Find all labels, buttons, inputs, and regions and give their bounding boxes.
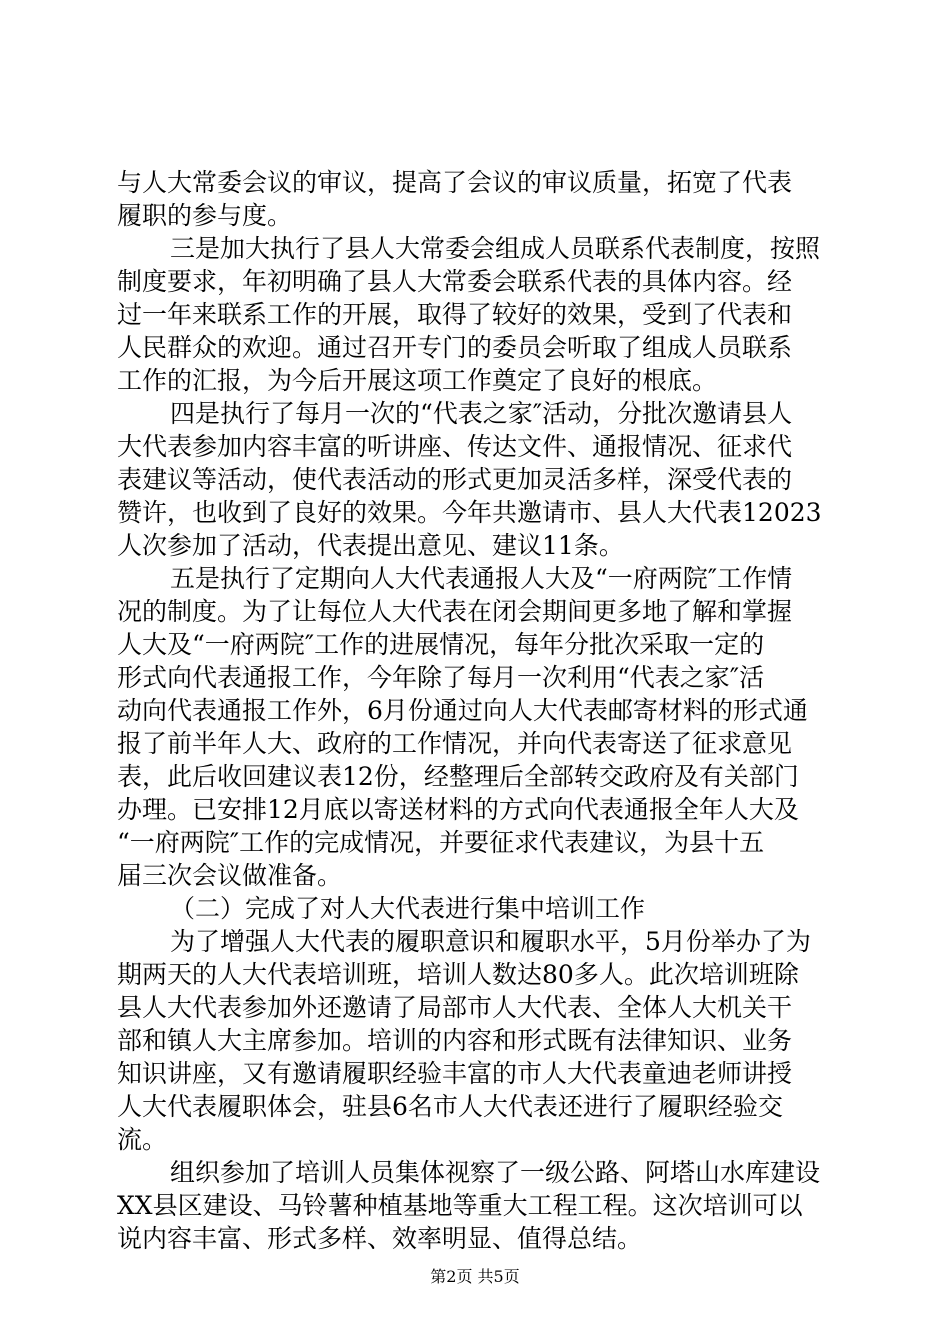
text-line: 知识讲座，又有邀请履职经验丰富的市人大代表童迪老师讲授	[117, 1059, 793, 1088]
text-line: 为了增强人大代表的履职意识和履职水平，5月份举办了为	[170, 927, 811, 956]
text-line: 组织参加了培训人员集体视察了一级公路、阿塔山水库建设	[170, 1158, 821, 1187]
text-line: 赞许，也收到了良好的效果。今年共邀请市、县人大代表12023	[117, 498, 822, 527]
text-line: 形式向代表通报工作，今年除了每月一次利用“代表之家″活	[117, 663, 765, 692]
text-line: 人大及“一府两院″工作的进展情况，每年分批次采取一定的	[117, 630, 765, 659]
text-line: 三是加大执行了县人大常委会组成人员联系代表制度，按照	[170, 234, 821, 263]
document-body	[117, 166, 837, 1255]
text-line: 说内容丰富、形式多样、效率明显、值得总结。	[117, 1224, 643, 1253]
page-footer	[0, 1267, 950, 1287]
text-line: 动向代表通报工作外，6月份通过向人大代表邮寄材料的形式通	[117, 696, 808, 725]
text-line: 县人大代表参加外还邀请了局部市人大代表、全体人大机关干	[117, 993, 793, 1022]
text-line: 表建议等活动，使代表活动的形式更加灵活多样，深受代表的	[117, 465, 793, 494]
text-line: XX县区建设、马铃薯种植基地等重大工程工程。这次培训可以	[117, 1191, 803, 1220]
text-line: 过一年来联系工作的开展，取得了较好的效果，受到了代表和	[117, 300, 793, 329]
text-line: 部和镇人大主席参加。培训的内容和形式既有法律知识、业务	[117, 1026, 793, 1055]
text-line: 届三次会议做准备。	[117, 861, 343, 890]
text-line: 办理。已安排12月底以寄送材料的方式向代表通报全年人大及	[117, 795, 799, 824]
page-number-label: 第2页 共5页	[430, 1267, 520, 1286]
text-line: 制度要求，年初明确了县人大常委会联系代表的具体内容。经	[117, 267, 793, 296]
text-line: （二）完成了对人大代表进行集中培训工作	[170, 894, 646, 923]
text-line: 期两天的人大代表培训班，培训人数达80多人。此次培训班除	[117, 960, 799, 989]
text-line: 人民群众的欢迎。通过召开专门的委员会听取了组成人员联系	[117, 333, 793, 362]
text-line: 表，此后收回建议表12份，经整理后全部转交政府及有关部门	[117, 762, 799, 791]
text-line: 工作的汇报，为今后开展这项工作奠定了良好的根底。	[117, 366, 718, 395]
text-line: “一府两院″工作的完成情况，并要征求代表建议，为县十五	[117, 828, 765, 857]
text-line: 大代表参加内容丰富的听讲座、传达文件、通报情况、征求代	[117, 432, 793, 461]
text-line: 与人大常委会议的审议，提高了会议的审议质量，拓宽了代表	[117, 168, 793, 197]
text-line: 履职的参与度。	[117, 201, 293, 230]
text-line: 人大代表履职体会，驻县6名市人大代表还进行了履职经验交	[117, 1092, 783, 1121]
text-line: 人次参加了活动，代表提出意见、建议11条。	[117, 531, 624, 560]
text-line: 五是执行了定期向人大代表通报人大及“一府两院″工作情	[170, 564, 793, 593]
text-line: 况的制度。为了让每位人大代表在闭会期间更多地了解和掌握	[117, 597, 793, 626]
text-line: 流。	[117, 1125, 168, 1154]
text-line: 报了前半年人大、政府的工作情况，并向代表寄送了征求意见	[117, 729, 793, 758]
text-line: 四是执行了每月一次的“代表之家″活动，分批次邀请县人	[170, 399, 793, 428]
